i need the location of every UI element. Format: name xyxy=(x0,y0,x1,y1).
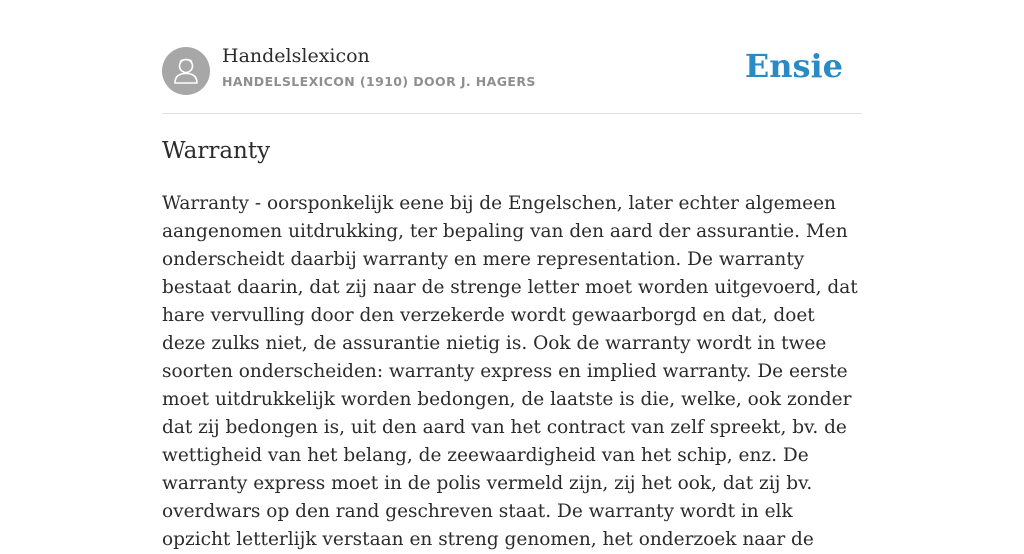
content-container xyxy=(162,0,862,550)
entry-body: Warranty - oorsponkelijk eene bij de Engelschen, later echter algemeen aangenomen uitdrukking, ter bepaling van den aard der assurantie. Men onderscheidt daarbij warranty en mere representation. De warranty bestaat daarin, dat zij naar de strenge letter moet worden uitgevoerd, dat hare vervulling door den verzekerde wordt gewaarborgd en dat, doet deze zulks niet, de assurantie nietig is. Ook de warranty wordt in twee soorten onderscheiden: warranty express en implied warranty. De eerste moet uitdrukkelijk worden bedongen, de laatste is die, welke, ook zonder dat zij bedongen is, uit den aard van het contract van zelf spreekt, bv. de wettigheid van het belang, de zeewaardigheid van het schip, enz. De warranty express moet in de polis vermeld zijn, zij het ook, dat zij bv. overdwars op den rand geschreven staat. De warranty wordt in elk opzicht letterlijk verstaan en streng genomen, het onderzoek naar de xyxy=(162,193,858,550)
source-subtitle[interactable]: HANDELSLEXICON (1910) DOOR J. HAGERS xyxy=(222,74,536,89)
entry-title: Warranty xyxy=(162,138,271,164)
source-header xyxy=(162,0,862,114)
ensie-logo-link[interactable]: Ensie xyxy=(744,47,843,85)
user-avatar-icon[interactable] xyxy=(162,47,210,95)
source-title[interactable]: Handelslexicon xyxy=(222,45,370,67)
person-outline-icon xyxy=(162,47,210,95)
